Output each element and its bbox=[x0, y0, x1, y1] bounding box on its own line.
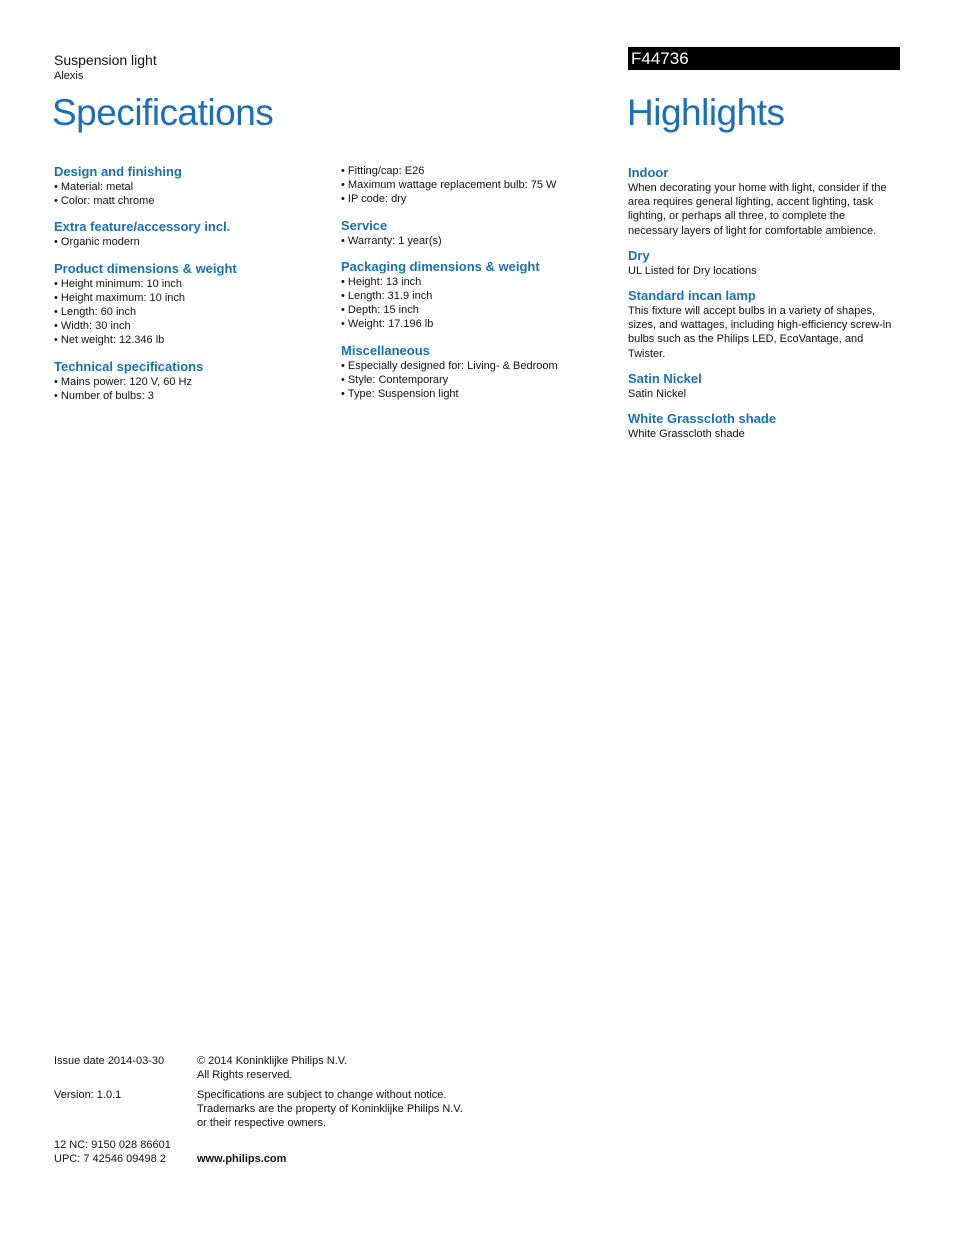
spec-item: • Material: metal bbox=[54, 180, 237, 194]
copyright: © 2014 Koninklijke Philips N.V. bbox=[197, 1055, 348, 1067]
highlights-title: Highlights bbox=[627, 92, 785, 133]
spec-item: • Length: 31.9 inch bbox=[341, 289, 558, 303]
spec-column-1 bbox=[54, 164, 237, 414]
highlight-heading: Indoor bbox=[628, 165, 669, 180]
spec-item: • Type: Suspension light bbox=[341, 387, 558, 401]
highlight-dry bbox=[628, 248, 908, 278]
spec-section-technical-specifications bbox=[54, 359, 237, 403]
spec-section-heading: Product dimensions & weight bbox=[54, 260, 237, 276]
spec-item: • Width: 30 inch bbox=[54, 319, 237, 333]
spec-column-2 bbox=[341, 164, 558, 412]
spec-list bbox=[341, 359, 558, 402]
spec-section-product-dimensions-weight bbox=[54, 261, 237, 348]
spec-item: • Maximum wattage replacement bulb: 75 W bbox=[341, 178, 558, 192]
product-type: Suspension light bbox=[54, 52, 157, 68]
spec-list-fitting bbox=[341, 164, 558, 207]
spec-list bbox=[54, 235, 237, 249]
rights-reserved: All Rights reserved. bbox=[197, 1069, 293, 1081]
highlight-text-line: When decorating your home with light, consider if the bbox=[628, 182, 887, 194]
highlight-white-grasscloth-shade bbox=[628, 411, 908, 441]
highlight-standard-incan-lamp bbox=[628, 288, 908, 361]
highlight-heading: Dry bbox=[628, 247, 650, 263]
spec-item: • Net weight: 12.346 lb bbox=[54, 333, 237, 347]
highlight-text-line: This fixture will accept bulbs in a variety of shapes, bbox=[628, 305, 876, 318]
spec-item: • Number of bulbs: 3 bbox=[54, 389, 237, 403]
spec-section-packaging-dimensions-weight bbox=[341, 259, 558, 332]
spec-section-service bbox=[341, 218, 558, 248]
highlight-text-line: area requires general lighting, accent lighting, task bbox=[628, 196, 874, 209]
spec-section-heading: Technical specifications bbox=[54, 358, 204, 374]
spec-list bbox=[341, 275, 558, 332]
notice-line-1: Specifications are subject to change without notice. bbox=[197, 1089, 447, 1101]
highlight-heading: Standard incan lamp bbox=[628, 288, 756, 304]
highlight-text-line: Twister. bbox=[628, 347, 666, 360]
spec-item: • Fitting/cap: E26 bbox=[341, 164, 558, 178]
highlight-text-line: Satin Nickel bbox=[628, 387, 687, 400]
spec-item: • Weight: 17.196 lb bbox=[341, 317, 558, 331]
spec-list bbox=[54, 277, 237, 348]
notice-line-2: Trademarks are the property of Koninklijke Philips N.V. bbox=[197, 1103, 463, 1115]
spec-item: • Style: Contemporary bbox=[341, 373, 558, 387]
spec-item: • IP code: dry bbox=[341, 192, 558, 206]
spec-section-extra-feature-accessory-incl bbox=[54, 219, 237, 249]
spec-section-heading: Miscellaneous bbox=[341, 342, 430, 358]
highlight-satin-nickel bbox=[628, 371, 908, 401]
spec-list bbox=[54, 375, 237, 403]
spec-item: • Warranty: 1 year(s) bbox=[341, 234, 558, 248]
spec-item: • Organic modern bbox=[54, 235, 237, 249]
highlight-text-line: UL Listed for Dry locations bbox=[628, 264, 757, 277]
nc-code: 12 NC: 9150 028 86601 bbox=[54, 1139, 171, 1151]
spec-section-design-and-finishing bbox=[54, 164, 237, 208]
highlight-text-line: bulbs such as the Philips LED, EcoVantage, and bbox=[628, 333, 864, 346]
spec-section-heading: Design and finishing bbox=[54, 164, 182, 179]
specifications-title: Specifications bbox=[52, 92, 274, 133]
highlight-heading: White Grasscloth shade bbox=[628, 411, 777, 427]
highlight-text-line: lighting, or perhaps all three, to complete the bbox=[628, 210, 846, 223]
spec-item: • Height minimum: 10 inch bbox=[54, 277, 237, 291]
highlight-text-line: White Grasscloth shade bbox=[628, 428, 745, 441]
spec-item: • Color: matt chrome bbox=[54, 194, 237, 208]
spec-item: • Height maximum: 10 inch bbox=[54, 291, 237, 305]
highlight-text-line: necessary layers of light for comfortable ambience. bbox=[628, 224, 877, 237]
spec-item: • Height: 13 inch bbox=[341, 275, 558, 289]
website-link[interactable]: www.philips.com bbox=[197, 1153, 287, 1165]
model-number: F44736 bbox=[631, 49, 689, 68]
spec-item: • Length: 60 inch bbox=[54, 305, 237, 319]
issue-date: Issue date 2014-03-30 bbox=[54, 1055, 165, 1067]
spec-item: • Mains power: 120 V, 60 Hz bbox=[54, 375, 237, 389]
upc-code: UPC: 7 42546 09498 2 bbox=[54, 1153, 166, 1165]
spec-section-miscellaneous bbox=[341, 343, 558, 402]
highlights-column bbox=[628, 165, 908, 451]
highlight-indoor bbox=[628, 165, 908, 238]
spec-item: • Especially designed for: Living- & Bedroom bbox=[341, 359, 558, 373]
spec-item: • Depth: 15 inch bbox=[341, 303, 558, 317]
spec-list bbox=[341, 234, 558, 248]
model-number-bar bbox=[628, 47, 900, 70]
spec-section-heading: Service bbox=[341, 217, 388, 233]
version: Version: 1.0.1 bbox=[54, 1089, 122, 1101]
highlight-text-line: sizes, and wattages, including high-efficiency screw-in bbox=[628, 319, 892, 332]
highlight-heading: Satin Nickel bbox=[628, 370, 702, 386]
spec-section-heading: Extra feature/accessory incl. bbox=[54, 219, 231, 235]
spec-section-heading: Packaging dimensions & weight bbox=[341, 258, 540, 274]
spec-list bbox=[54, 180, 237, 208]
product-name: Alexis bbox=[54, 70, 84, 82]
notice-line-3: or their respective owners. bbox=[197, 1117, 326, 1129]
